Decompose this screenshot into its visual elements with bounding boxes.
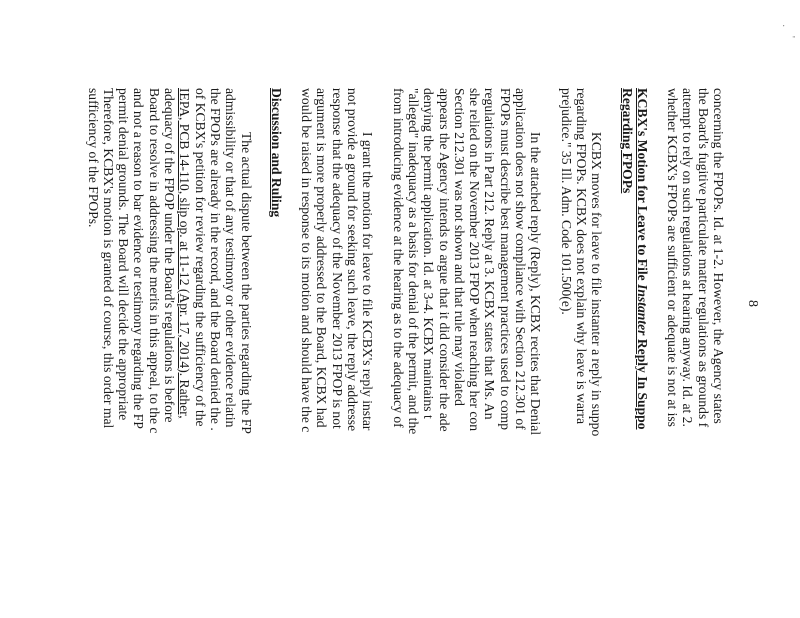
text-line: application does not show compliance with Section 212.301 of (513, 88, 529, 430)
text-line: whether KCBX's FPOPs are sufficient or adequate is not at iss (665, 88, 681, 427)
text-line: concerning the FPOPs. Id. at 1-2. However, the Agency states (711, 88, 726, 424)
text-line: adequacy of the FPOP under the Board's regulations is before (162, 88, 178, 423)
heading-text: KCBX's Motion for Leave to File (634, 88, 650, 285)
text-line: would be raised in response to its motion and should have the c (299, 88, 315, 433)
paragraph-reply (390, 88, 543, 618)
text-line: KCBX moves for leave to file instanter a reply in suppo (589, 132, 605, 437)
text-line: permit denial grounds. The Board will decide the appropriate (116, 88, 132, 421)
text-line: appears the Agency intends to argue that it did consider the ade (436, 88, 452, 432)
text-line: response that the adequacy of the November 2013 FPOP is not (329, 88, 345, 429)
text-line: In the attached reply (Reply), KCBX recites that Denial (528, 132, 544, 436)
heading-text-italic: Instanter (634, 284, 650, 336)
text-line: Board to resolve in addressing the merits in this appeal, to the c (146, 88, 162, 434)
text-line: IEPA, PCB 14-110, slip op. at 11-12 (Apr. 17, 2014). Rather, (177, 88, 193, 419)
text-line: denying the permit application. Id. at 3-4. KCBX maintains t (421, 88, 437, 419)
text-line: and not a reason to bar evidence or testimony regarding the FP (131, 88, 147, 429)
scan-speck: ' (785, 36, 796, 38)
text-line: prejudice." 35 Ill. Adm. Code 101.500(e). (558, 88, 574, 315)
paragraph-discussion (85, 88, 253, 618)
page-number: 8 (745, 300, 760, 307)
text-line: attempt to rely on such regulations at hearing anyway. Id. at 2. (680, 88, 696, 427)
section-heading-discussion (269, 88, 284, 618)
text-line: Section 212.301 was not shown and that rule may violated (451, 88, 467, 406)
text-line: argument is more properly addressed to the Board, KCBX had (314, 88, 330, 428)
text-line: regarding FPOPs. KCBX does not explain why leave is warra (573, 88, 589, 425)
text-line: "alleged" inadequacy as a basis for denial of the permit, and the (405, 88, 421, 435)
section-heading-motion (619, 88, 650, 618)
text-line: regulations in Part 212. Reply at 3. KCBX states that Ms. An (482, 88, 498, 420)
heading-text: Discussion and Ruling (268, 88, 284, 218)
heading-text: Regarding FPOPs (619, 88, 635, 194)
text-line: I grant the motion for leave to file KCBX's reply instar (360, 132, 376, 431)
text-line: sufficiency of the FPOPs. (85, 88, 101, 228)
text-line: she relied on the November 2013 FPOP when reaching her con (467, 88, 483, 432)
text-line: The actual dispute between the parties regarding the FP (238, 132, 254, 434)
text-line: FPOPs must describe best management practices used to comp (497, 88, 513, 431)
text-line: from introducing evidence at the hearing as to the adequacy of (390, 88, 406, 428)
text-line: not provide a ground for seeking such leave, the reply addresse (345, 88, 361, 432)
text-line: the FPOPs are already in the record, and the Board denied the . (207, 88, 223, 431)
paragraph-motion (558, 88, 604, 618)
scan-speck: · (777, 24, 788, 28)
document-body (85, 88, 726, 618)
paragraph-grant (299, 88, 375, 618)
heading-text: Reply In Suppo (634, 335, 650, 430)
text-line: Therefore, KCBX's motion is granted of course, this order mal (100, 88, 116, 429)
text-line: of KCBX's petition for review regarding the sufficiency of the (192, 88, 208, 427)
text-line: admissibility or that of any testimony or other evidence relatin (223, 88, 239, 428)
text-line: the Board's fugitive particulate matter regulations as grounds f (695, 88, 711, 428)
intro-paragraph (665, 88, 726, 618)
